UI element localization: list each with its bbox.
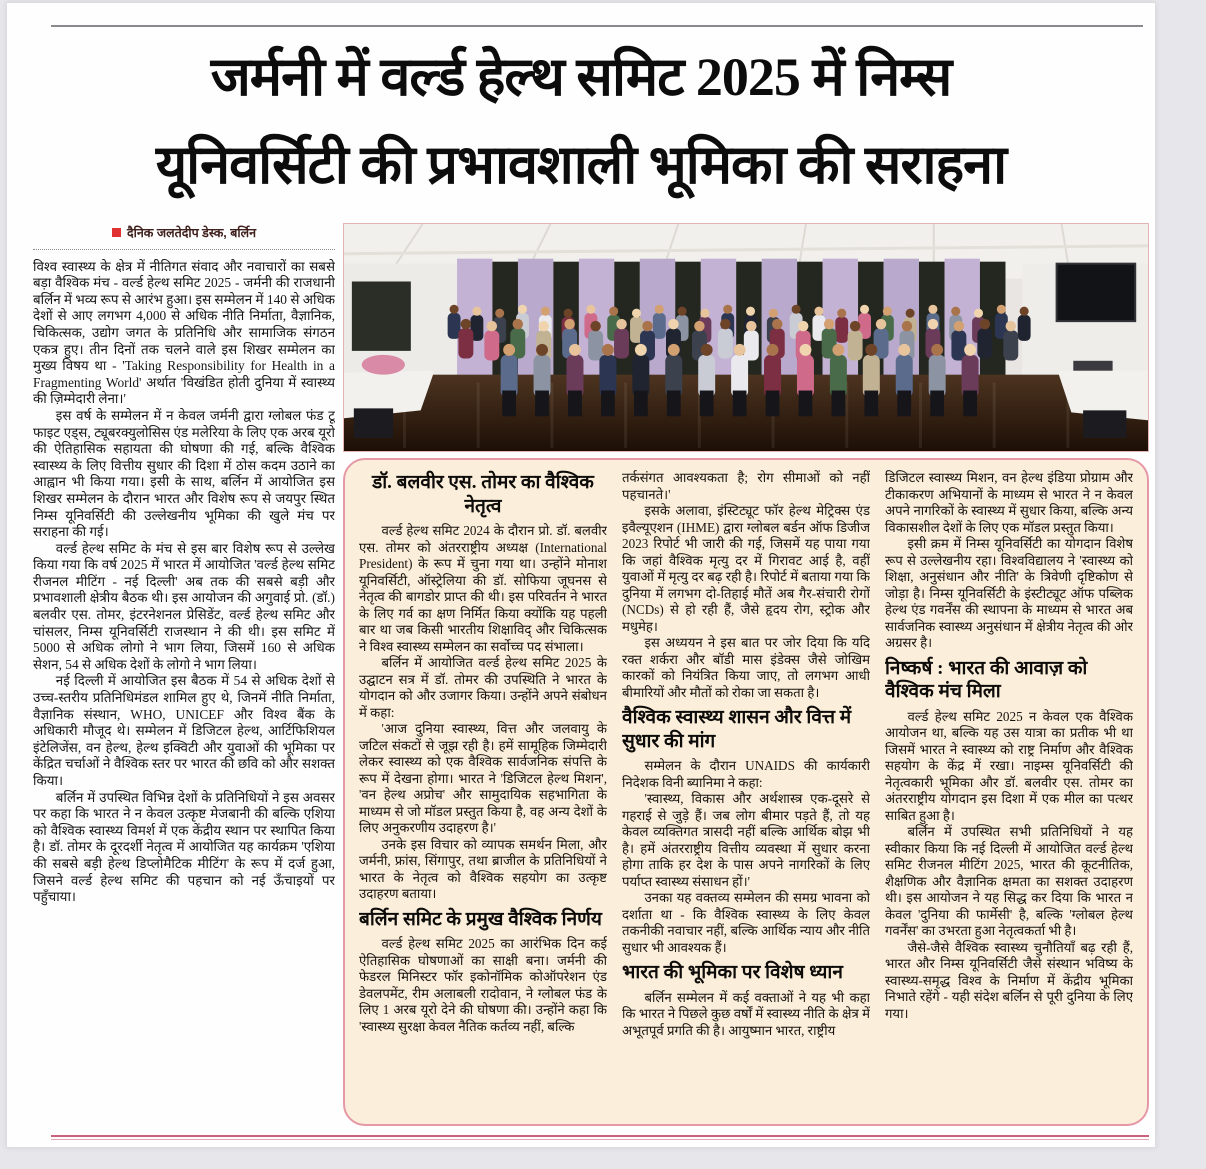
paragraph: तर्कसंगत आवश्यकता है; रोग सीमाओं को नहीं पहचानते।' xyxy=(622,470,870,502)
paragraph: नई दिल्ली में आयोजित इस बैठक में 54 से अधिक देशों से उच्च-स्तरीय प्रतिनिधिमंडल शामिल हुए थे, जिनमें नीति निर्माता, वैज्ञानिक संस्थान, WHO, UNICEF और विश्व बैंक के अधिकारी मौजूद थे। सम्मेलन में डिजिटल हेल्थ, आर्टिफिशियल इंटेलिजेंस, वन हेल्थ, हेल्थ इक्विटी और युवाओं की भूमिका पर केंद्रित चर्चाओं ने वैश्विक स्तर पर भारत की छवि को और सशक्त किया। xyxy=(33,673,335,788)
paragraph: सम्मेलन के दौरान UNAIDS की कार्यकारी निदेशक विनी ब्यानिमा ने कहा: xyxy=(622,758,870,790)
byline-divider xyxy=(33,249,335,250)
paragraph: इसके अलावा, इंस्टिट्यूट फॉर हेल्थ मेट्रिक्स एंड इवैल्यूएशन (IHME) द्वारा ग्लोबल बर्डन ऑफ डिजीज 2023 रिपोर्ट भी जारी की गई, जिसमें यह पाया गया कि जहां वैश्विक मृत्यु दर में गिरावट आई है, वहीं युवाओं में मृत्यु दर बढ़ रही है। रिपोर्ट में बताया गया कि दुनिया में लगभग दो-तिहाई मौतें अब गैर-संचारी रोगों (NCDs) से हो रही हैं, जैसे हृदय रोग, स्ट्रोक और मधुमेह। xyxy=(622,503,870,634)
section-heading: बर्लिन समिट के प्रमुख वैश्विक निर्णय xyxy=(359,908,602,930)
paragraph: डिजिटल स्वास्थ्य मिशन, वन हेल्थ इंडिया प्रोग्राम और टीकाकरण अभियानों के माध्यम से भारत ने न केवल अपने नागरिकों के स्वास्थ्य में सुधार किया, बल्कि अन्य विकासशील देशों के लिए एक मॉडल प्रस्तुत किया। xyxy=(885,470,1133,535)
headline-line-2: यूनिवर्सिटी की प्रभावशाली भूमिका की सराहना xyxy=(155,135,1007,195)
bottom-divider xyxy=(51,1135,1149,1140)
conference-group-photo xyxy=(343,223,1149,452)
paragraph: 'स्वास्थ्य, विकास और अर्थशास्त्र एक-दूसरे से गहराई से जुड़े हैं। जब लोग बीमार पड़ते हैं, तो यह केवल व्यक्तिगत त्रासदी नहीं बल्कि आर्थिक बोझ भी है। हमें अंतरराष्ट्रीय वित्तीय व्यवस्था में सुधार करना होगा ताकि हर देश के पास अपने नागरिकों के लिए पर्याप्त स्वास्थ्य संसाधन हों।' xyxy=(622,791,870,889)
paragraph: वर्ल्ड हेल्थ समिट 2025 का आरंभिक दिन कई ऐतिहासिक घोषणाओं का साक्षी बना। जर्मनी की फेडरल मिनिस्टर फॉर इकोनॉमिक कोऑपरेशन एंड डेवलपमेंट, रीम अलाबली रादोवान, ने ग्लोबल फंड के लिए 1 अरब यूरो देने की घोषणा की। उन्होंने कहा कि 'स्वास्थ्य सुरक्षा केवल नैतिक कर्तव्य नहीं, बल्कि xyxy=(359,936,607,1034)
left-column xyxy=(33,223,335,1123)
section-heading: डॉ. बलवीर एस. तोमर का वैश्विक नेतृत्व xyxy=(372,472,594,517)
paragraph: वर्ल्ड हेल्थ समिट के मंच से इस बार विशेष रूप से उल्लेख किया गया कि वर्ष 2025 में भारत में आयोजित 'वर्ल्ड हेल्थ समिट रीजनल मीटिंग - नई दिल्ली' अब तक की सबसे बड़ी और प्रभावशाली क्षेत्रीय बैठक थी। इस आयोजन की अगुवाई प्रो. (डॉ.) बलवीर एस. तोमर, इंटरनेशनल प्रेसिडेंट, वर्ल्ड हेल्थ समिट और चांसलर, निम्स यूनिवर्सिटी राजस्थान ने की थी। इस समिट में 5000 से अधिक लोगो ने भाग लिया, जिसमें 160 से अधिक सेशन, 54 से अधिक देशों के लोगो ने भाग लिया। xyxy=(33,540,335,672)
section-heading: भारत की भूमिका पर विशेष ध्यान xyxy=(622,962,843,983)
paragraph: वर्ल्ड हेल्थ समिट 2024 के दौरान प्रो. डॉ. बलवीर एस. तोमर को अंतरराष्ट्रीय अध्यक्ष (International President) के रूप में चुना गया था। उन्होंने मोनाश यूनिवर्सिटी, ऑस्ट्रेलिया की डॉ. सोफिया जूघनस से नेतृत्व की बागडोर प्राप्त की थी। इस परिवर्तन ने भारत के लिए गर्व का क्षण निर्मित किया क्योंकि यह पहली बार था जब किसी भारतीय शिक्षाविद् और चिकित्सक ने विश्व स्वास्थ्य सम्मेलन का सर्वोच्च पद संभाला। xyxy=(359,523,607,654)
paragraph: बर्लिन में उपस्थित सभी प्रतिनिधियों ने यह स्वीकार किया कि नई दिल्ली में आयोजित वर्ल्ड हेल्थ समिट रीजनल मीटिंग 2025, भारत की कूटनीतिक, शैक्षणिक और वैज्ञानिक क्षमता का सशक्त उदाहरण थी। इस आयोजन ने यह सिद्ध कर दिया कि भारत न केवल 'दुनिया की फार्मेसी' है, बल्कि 'ग्लोबल हेल्थ गवर्नेंस' का उभरता हुआ नेतृत्वकर्ता भी है। xyxy=(885,824,1133,938)
paragraph: इस वर्ष के सम्मेलन में न केवल जर्मनी द्वारा ग्लोबल फंड टू फाइट एड्स, ट्यूबरक्युलोसिस एंड मलेरिया के लिए एक अरब यूरो की ऐतिहासिक सहायता की घोषणा की गई, बल्कि वैश्विक स्वास्थ्य के लिए वित्तीय सुधार की दिशा में ठोस कदम उठाने का आह्वान भी किया गया। इसी के साथ, बर्लिन में आयोजित इस शिखर सम्मेलन के दौरान भारत और विशेष रूप से जयपुर स्थित निम्स यूनिवर्सिटी की उल्लेखनीय भूमिका की खुले मंच पर सराहना की गई। xyxy=(33,407,335,540)
paragraph: वर्ल्ड हेल्थ समिट 2025 न केवल एक वैश्विक आयोजन था, बल्कि यह उस यात्रा का प्रतीक भी था जिसमें भारत ने स्वास्थ्य को राष्ट्र निर्माण और वैश्विक सहयोग के केंद्र में रखा। नाइम्स यूनिवर्सिटी की नेतृत्वकारी भूमिका और डॉ. बलवीर एस. तोमर का अंतरराष्ट्रीय योगदान इस दिशा में एक मील का पत्थर साबित हुआ है। xyxy=(885,708,1133,823)
byline-text: दैनिक जलतेदीप डेस्क, बर्लिन xyxy=(126,226,257,240)
paragraph: उनके इस विचार को व्यापक समर्थन मिला, और जर्मनी, फ्रांस, सिंगापुर, तथा ब्राजील के प्रतिनिधियों ने भारत के नेतृत्व को वैश्विक सहयोग का उत्कृष्ट उदाहरण बताया। xyxy=(359,836,607,901)
paragraph: इस अध्ययन ने इस बात पर जोर दिया कि यदि रक्त शर्करा और बॉडी मास इंडेक्स जैसे जोखिम कारकों को नियंत्रित किया जाए, तो लगभग आधी बीमारियों और मौतों को रोका जा सकता है। xyxy=(622,635,870,700)
paragraph: बर्लिन में आयोजित वर्ल्ड हेल्थ समिट 2025 के उद्घाटन सत्र में डॉ. तोमर की उपस्थिति ने भारत के योगदान को और उजागर किया। उन्होंने अपने संबोधन में कहा: xyxy=(359,655,607,720)
article-body xyxy=(7,209,1155,1126)
headline-line-1: जर्मनी में वर्ल्ड हेल्थ समिट 2025 में निम्स xyxy=(210,47,952,107)
byline-bullet-icon xyxy=(112,228,121,237)
paragraph: 'आज दुनिया स्वास्थ्य, वित्त और जलवायु के जटिल संकटों से जूझ रही है। हमें सामूहिक जिम्मेदारी लेकर स्वास्थ्य को एक वैश्विक सार्वजनिक संपत्ति के रूप में देखना होगा। भारत ने 'डिजिटल हेल्थ मिशन', 'वन हेल्थ अप्रोच' और सामुदायिक सहभागिता के माध्यम से जो मॉडल प्रस्तुत किया है, वह अन्य देशों के लिए अनुकरणीय उदाहरण है।' xyxy=(359,721,607,835)
section-heading: निष्कर्ष : भारत की आवाज़ को वैश्विक मंच मिला xyxy=(885,657,1088,702)
paragraph: उनका यह वक्तव्य सम्मेलन की समग्र भावना को दर्शाता था - कि वैश्विक स्वास्थ्य के लिए केवल तकनीकी नवाचार नहीं, बल्कि आर्थिक न्याय और नीति सुधार भी आवश्यक हैं। xyxy=(622,890,870,955)
conference-photo-svg xyxy=(344,224,1148,451)
highlight-box xyxy=(343,458,1149,1126)
paragraph: जैसे-जैसे वैश्विक स्वास्थ्य चुनौतियाँ बढ़ रही हैं, भारत और निम्स यूनिवर्सिटी जैसे संस्थान भविष्य के स्वास्थ्य-समृद्ध विश्व के निर्माण में केंद्रीय भूमिका निभाते रहेंगे - यही संदेश बर्लिन से पूरी दुनिया के लिए गया। xyxy=(885,939,1133,1021)
section-heading: वैश्विक स्वास्थ्य शासन और वित्त में सुधार की मांग xyxy=(622,707,852,752)
byline xyxy=(33,223,335,242)
newspaper-page xyxy=(6,2,1156,1148)
box-column-1 xyxy=(359,470,607,1112)
right-zone xyxy=(343,223,1149,1126)
paragraph: बर्लिन सम्मेलन में कई वक्ताओं ने यह भी कहा कि भारत ने पिछले कुछ वर्षों में स्वास्थ्य नीति के क्षेत्र में अभूतपूर्व प्रगति की है। आयुष्मान भारत, राष्ट्रीय xyxy=(622,989,870,1038)
paragraph: विश्व स्वास्थ्य के क्षेत्र में नीतिगत संवाद और नवाचारों का सबसे बड़ा वैश्विक मंच - वर्ल्ड हेल्थ समिट 2025 - जर्मनी की राजधानी बर्लिन में भव्य रूप से आरंभ हुआ। इस सम्मेलन में 140 से अधिक देशों से आए लगभग 4,000 से अधिक नीति निर्माता, वैज्ञानिक, चिकित्सक, उद्योग जगत के प्रतिनिधि और सामाजिक संगठन एकत्र हुए। तीन दिनों तक चलने वाले इस शिखर सम्मेलन का मुख्य विषय था - 'Taking Responsibility for Health in a Fragmenting World' अर्थात 'विखंडित होती दुनिया में स्वास्थ्य की ज़िम्मेदारी लेना।' xyxy=(33,258,335,407)
box-column-2 xyxy=(622,470,870,1112)
box-column-3 xyxy=(885,470,1133,1112)
paragraph: इसी क्रम में निम्स यूनिवर्सिटी का योगदान विशेष रूप से उल्लेखनीय रहा। विश्वविद्यालय ने 'स्वास्थ्य को शिक्षा, अनुसंधान और नीति' के त्रिवेणी दृष्टिकोण से जोड़ा है। निम्स यूनिवर्सिटी के इंस्टीट्यूट ऑफ पब्लिक हेल्थ एंड गवर्नेंस की स्थापना के माध्यम से भारत अब सार्वजनिक स्वास्थ्य अनुसंधान में क्षेत्रीय नेतृत्व की ओर अग्रसर है। xyxy=(885,536,1133,650)
headline xyxy=(7,27,1155,209)
paragraph: बर्लिन में उपस्थित विभिन्न देशों के प्रतिनिधियों ने इस अवसर पर कहा कि भारत ने न केवल उत्कृष्ट मेजबानी की बल्कि एशिया को वैश्विक स्वास्थ्य विमर्श में एक केंद्रीय स्थान पर स्थापित किया है। डॉ. तोमर के दूरदर्शी नेतृत्व में आयोजित यह कार्यक्रम 'एशिया की सबसे बड़ी हेल्थ डिप्लोमैटिक मीटिंग' के रूप में दर्ज हुआ, जिसने वर्ल्ड हेल्थ समिट की पहचान को नई ऊँचाइयों पर पहुँचाया। xyxy=(33,789,335,905)
